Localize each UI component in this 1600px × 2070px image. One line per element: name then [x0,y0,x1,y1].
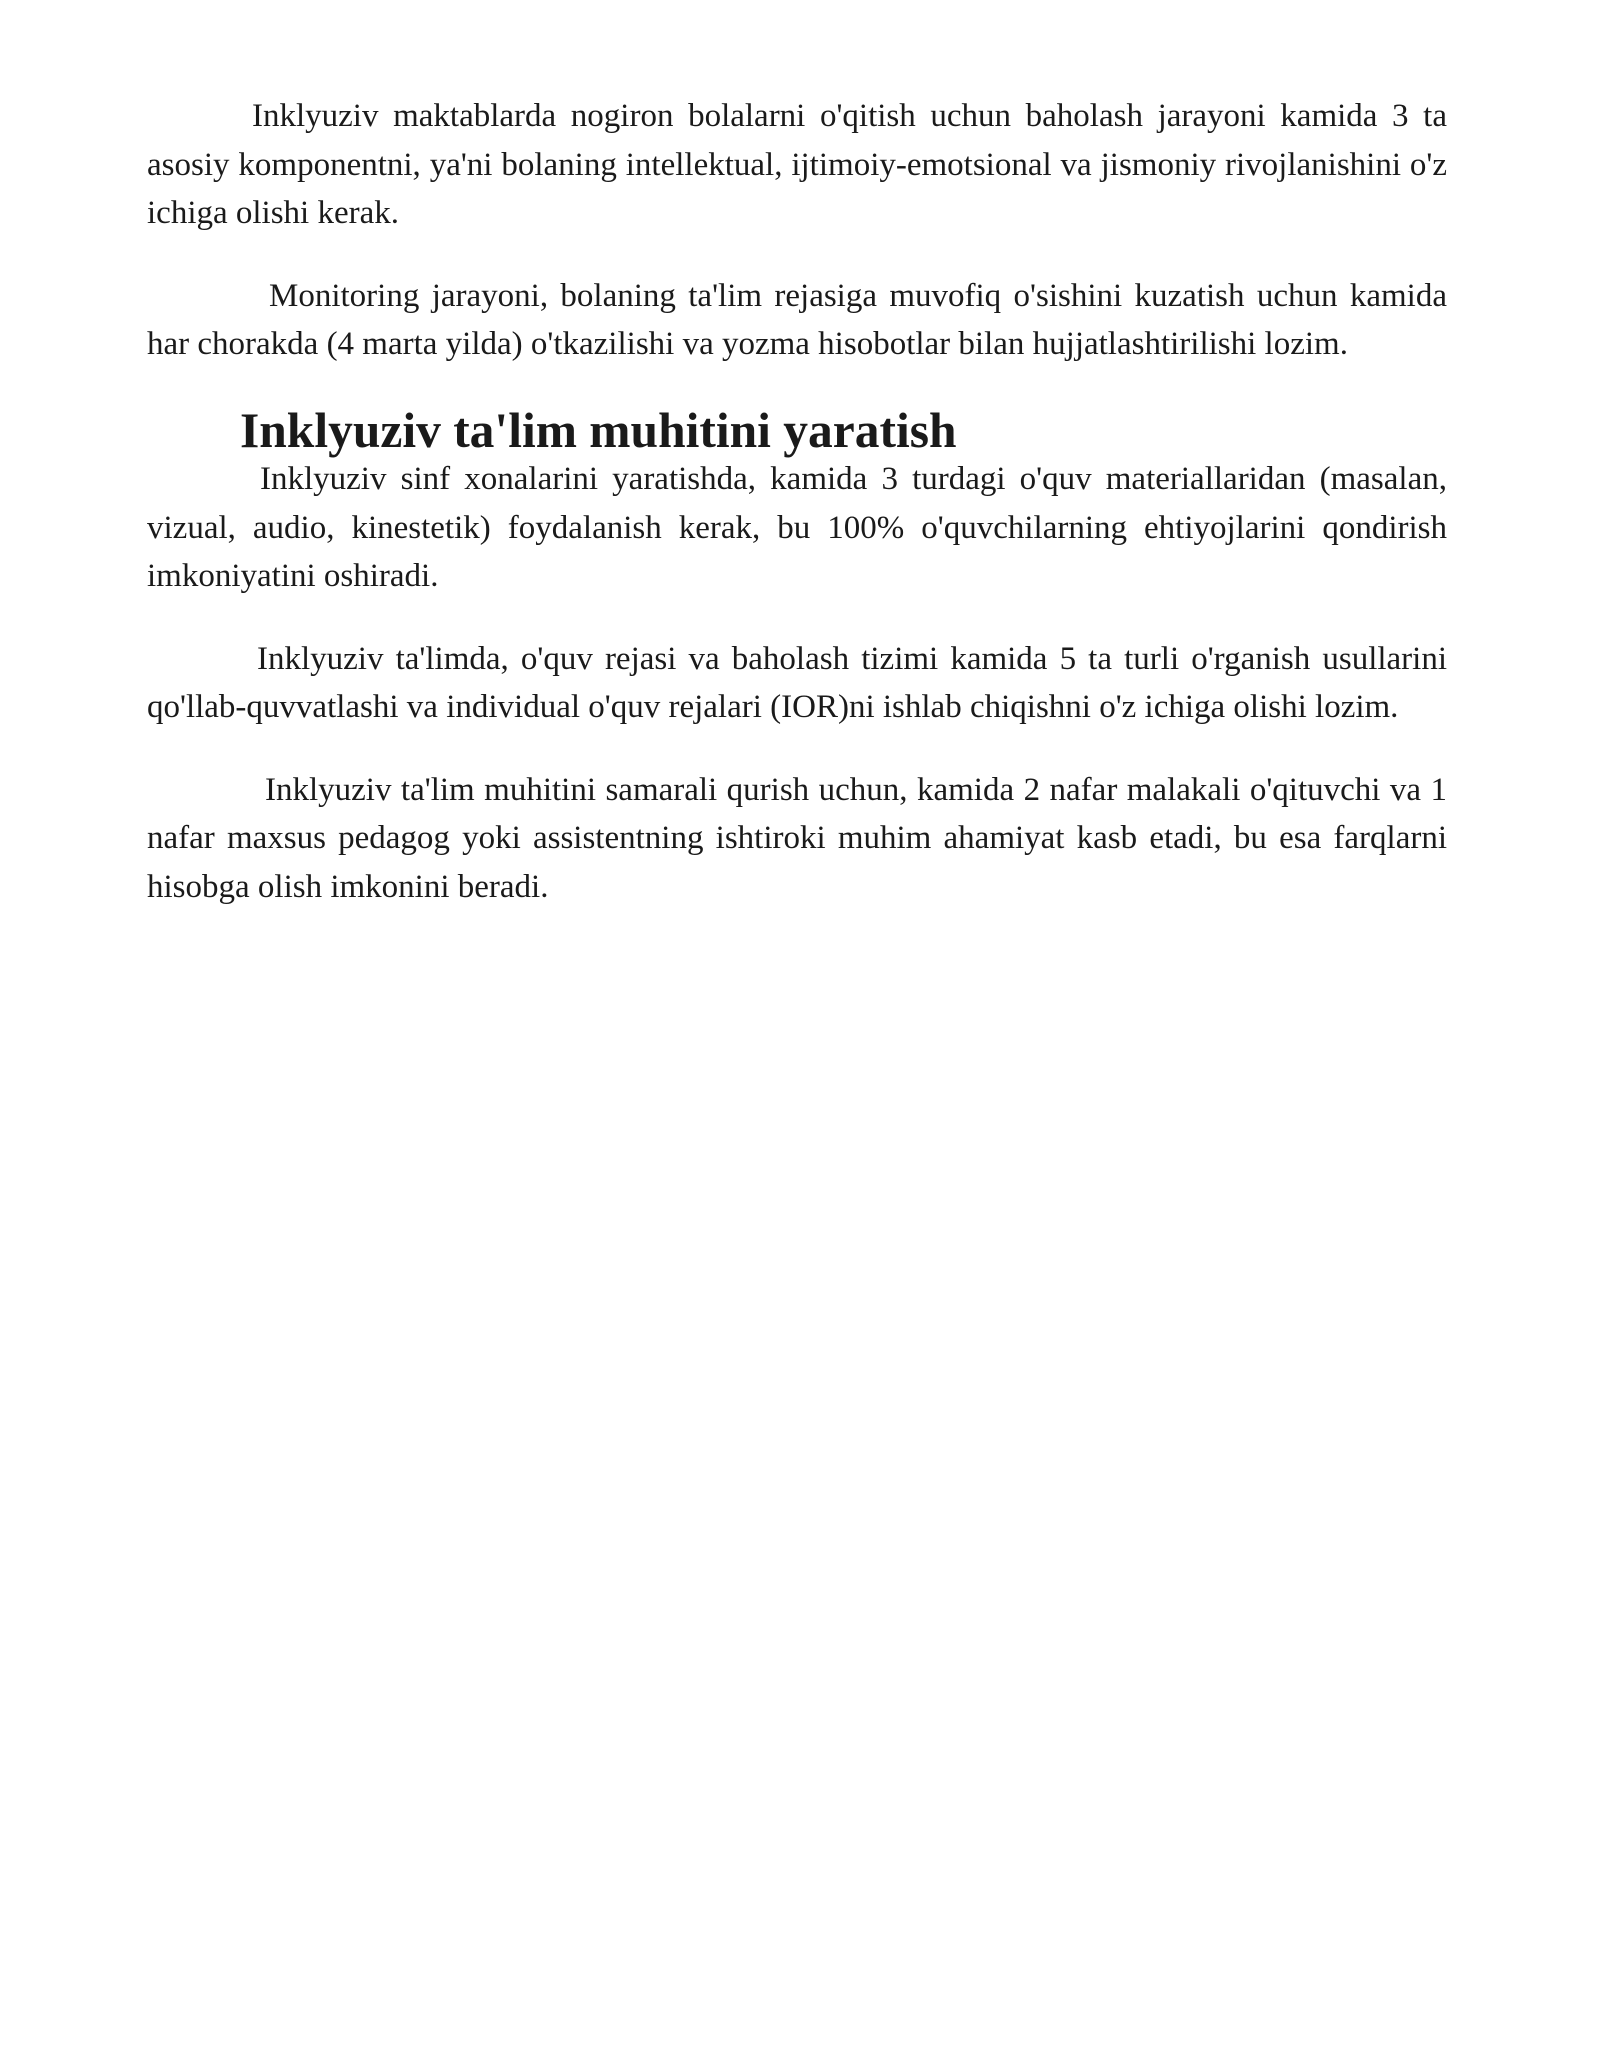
paragraph-monitoring: Monitoring jarayoni, bolaning ta'lim rejasiga muvofiq o'sishini kuzatish uchun kamida har chorakda (4 marta yilda) o'tkazilishi va yozma hisobotlar bilan hujjatlashtirilishi lozim. [147,277,1447,362]
paragraph-assessment: Inklyuziv maktablarda nogiron bolalarni o'qitish uchun baholash jarayoni kamida 3 ta asosiy komponentni, ya'ni bolaning intellektual, ijtimoiy-emotsional va jismoniy rivojlanishini o'z ichiga olishi kerak. [147,98,1447,231]
paragraph-staffing: Inklyuziv ta'lim muhitini samarali qurish uchun, kamida 2 nafar malakali o'qituvchi va 1 nafar maxsus pedagog yoki assistentning ishtiroki muhim ahamiyat kasb etadi, bu esa farqlarni hisobga olish imkonini beradi. [147,771,1447,905]
section-heading: Inklyuziv ta'lim muhitini yaratish [240,402,957,458]
paragraph-materials: Inklyuziv sinf xonalarini yaratishda, kamida 3 turdagi o'quv materiallaridan (masalan, vizual, audio, kinestetik) foydalanish kerak, bu 100% o'quvchilarning ehtiyojlarini qondirish imkoniyatini oshiradi. [147,461,1447,594]
paragraph-curriculum: Inklyuziv ta'limda, o'quv rejasi va baholash tizimi kamida 5 ta turli o'rganish usullarini qo'llab-quvvatlashi va individual o'quv rejalari (IOR)ni ishlab chiqishni o'z ichiga olishi lozim. [147,640,1447,725]
document-body [147,92,1447,911]
